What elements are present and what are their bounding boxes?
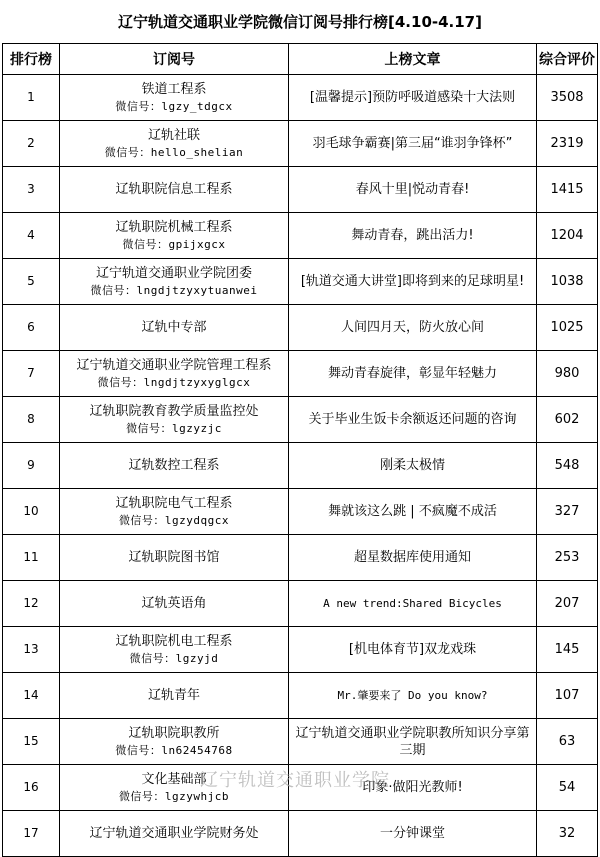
article-cell[interactable]: 舞动青春旋律，彰显年轻魅力	[289, 351, 537, 397]
account-cell	[60, 259, 289, 305]
page-title: 辽宁轨道交通职业学院微信订阅号排行榜[4.10-4.17]	[118, 13, 482, 31]
wechat-id: 微信号：lgzy_tdgcx	[115, 99, 233, 113]
article-cell[interactable]: 羽毛球争霸赛|第三届“谁羽争锋杯”	[289, 121, 537, 167]
account-name: 辽轨职院信息工程系	[115, 182, 233, 197]
article-cell[interactable]: 刚柔太极情	[289, 443, 537, 489]
wechat-id: 微信号：lgzyzjc	[126, 421, 222, 435]
score-cell: 253	[537, 535, 598, 581]
rank-cell: 6	[3, 305, 60, 351]
score-cell: 54	[537, 765, 598, 811]
account-name: 辽轨中专部	[141, 320, 207, 335]
account-cell	[60, 811, 289, 857]
account-name: 辽轨数控工程系	[128, 458, 220, 473]
wechat-id: 微信号：lgzywhjcb	[118, 789, 230, 803]
article-cell[interactable]: [温馨提示]预防呼吸道感染十大法则	[289, 75, 537, 121]
rank-cell: 2	[3, 121, 60, 167]
score-cell: 1204	[537, 213, 598, 259]
score-cell: 145	[537, 627, 598, 673]
article-cell[interactable]: 辽宁轨道交通职业学院职教所知识分享第三期	[289, 719, 537, 765]
article-cell[interactable]: 印象·做阳光教师!	[289, 765, 537, 811]
table-row	[3, 673, 598, 719]
article-cell[interactable]: 关于毕业生饭卡余额返还问题的咨询	[289, 397, 537, 443]
table-row	[3, 305, 598, 351]
account-cell	[60, 351, 289, 397]
rank-cell: 4	[3, 213, 60, 259]
account-cell	[60, 581, 289, 627]
rank-cell: 3	[3, 167, 60, 213]
header-rank: 排行榜	[3, 44, 60, 75]
score-cell: 1038	[537, 259, 598, 305]
article-cell[interactable]: A new trend:Shared Bicycles	[289, 581, 537, 627]
table-row	[3, 397, 598, 443]
score-cell: 548	[537, 443, 598, 489]
score-cell: 1415	[537, 167, 598, 213]
rank-cell: 10	[3, 489, 60, 535]
wechat-id: 微信号：lgzydqgcx	[118, 513, 230, 527]
header-article: 上榜文章	[289, 44, 537, 75]
article-cell[interactable]: Mr.肇要来了 Do you know?	[289, 673, 537, 719]
watermark: 辽宁轨道交通职业学院	[200, 770, 390, 791]
table-row	[3, 213, 598, 259]
account-name: 辽轨职院教育教学质量监控处	[89, 403, 259, 419]
account-name: 辽宁轨道交通职业学院团委	[95, 265, 252, 281]
header-account: 订阅号	[60, 44, 289, 75]
score-cell: 63	[537, 719, 598, 765]
wechat-id: 微信号：lgzyjd	[129, 651, 219, 665]
wechat-id: 微信号：gpijxgcx	[122, 237, 226, 251]
account-cell	[60, 719, 289, 765]
rank-cell: 16	[3, 765, 60, 811]
article-cell[interactable]: 春风十里|悦动青春!	[289, 167, 537, 213]
header-row	[3, 44, 598, 75]
score-cell: 107	[537, 673, 598, 719]
account-cell	[60, 397, 289, 443]
article-cell[interactable]: 超星数据库使用通知	[289, 535, 537, 581]
article-cell[interactable]: 舞就该这么跳 | 不疯魔不成活	[289, 489, 537, 535]
account-cell	[60, 489, 289, 535]
rank-cell: 17	[3, 811, 60, 857]
account-name: 辽宁轨道交通职业学院财务处	[89, 826, 259, 841]
rank-cell: 13	[3, 627, 60, 673]
account-name: 辽轨社联	[147, 127, 200, 143]
score-cell: 2319	[537, 121, 598, 167]
article-cell[interactable]: [机电体育节]双龙戏珠	[289, 627, 537, 673]
table-row	[3, 121, 598, 167]
score-cell: 1025	[537, 305, 598, 351]
rank-cell: 7	[3, 351, 60, 397]
account-name: 辽宁轨道交通职业学院管理工程系	[76, 357, 272, 373]
table-row	[3, 351, 598, 397]
wechat-id: 微信号：ln62454768	[115, 743, 233, 757]
score-cell: 327	[537, 489, 598, 535]
account-cell	[60, 167, 289, 213]
account-cell	[60, 213, 289, 259]
rank-cell: 9	[3, 443, 60, 489]
account-cell	[60, 673, 289, 719]
table-row	[3, 75, 598, 121]
table-row	[3, 535, 598, 581]
score-cell: 602	[537, 397, 598, 443]
account-name: 辽轨青年	[147, 688, 200, 703]
account-name: 辽轨职院电气工程系	[115, 495, 233, 511]
account-cell	[60, 627, 289, 673]
article-cell[interactable]: 舞动青春，跳出活力!	[289, 213, 537, 259]
article-cell[interactable]: 一分钟课堂	[289, 811, 537, 857]
account-name: 辽轨英语角	[141, 596, 207, 611]
account-name: 辽轨职院职教所	[128, 725, 220, 741]
account-name: 文化基础部	[141, 771, 207, 787]
rank-cell: 12	[3, 581, 60, 627]
rank-cell: 1	[3, 75, 60, 121]
account-name: 铁道工程系	[141, 81, 207, 97]
score-cell: 980	[537, 351, 598, 397]
table-row	[3, 167, 598, 213]
table-row	[3, 259, 598, 305]
table-row	[3, 627, 598, 673]
rank-cell: 5	[3, 259, 60, 305]
article-cell[interactable]: [轨道交通大讲堂]即将到来的足球明星!	[289, 259, 537, 305]
article-cell[interactable]: 人间四月天，防火放心间	[289, 305, 537, 351]
table-row	[3, 719, 598, 765]
rank-cell: 14	[3, 673, 60, 719]
rank-cell: 15	[3, 719, 60, 765]
account-cell	[60, 75, 289, 121]
table-row	[3, 443, 598, 489]
account-cell	[60, 443, 289, 489]
account-cell	[60, 305, 289, 351]
score-cell: 32	[537, 811, 598, 857]
rank-cell: 11	[3, 535, 60, 581]
wechat-id: 微信号：lngdjtzyxytuanwei	[90, 283, 258, 297]
score-cell: 207	[537, 581, 598, 627]
table-row	[3, 489, 598, 535]
account-name: 辽轨职院机械工程系	[115, 219, 233, 235]
account-name: 辽轨职院机电工程系	[115, 633, 233, 649]
table-row	[3, 581, 598, 627]
table-row	[3, 811, 598, 857]
wechat-id: 微信号：hello_shelian	[104, 145, 244, 159]
account-name: 辽轨职院图书馆	[128, 550, 220, 565]
header-score: 综合评价	[537, 44, 598, 75]
account-cell	[60, 535, 289, 581]
score-cell: 3508	[537, 75, 598, 121]
ranking-table	[2, 43, 598, 857]
account-cell	[60, 121, 289, 167]
wechat-id: 微信号：lngdjtzyxyglgcx	[97, 375, 251, 389]
rank-cell: 8	[3, 397, 60, 443]
